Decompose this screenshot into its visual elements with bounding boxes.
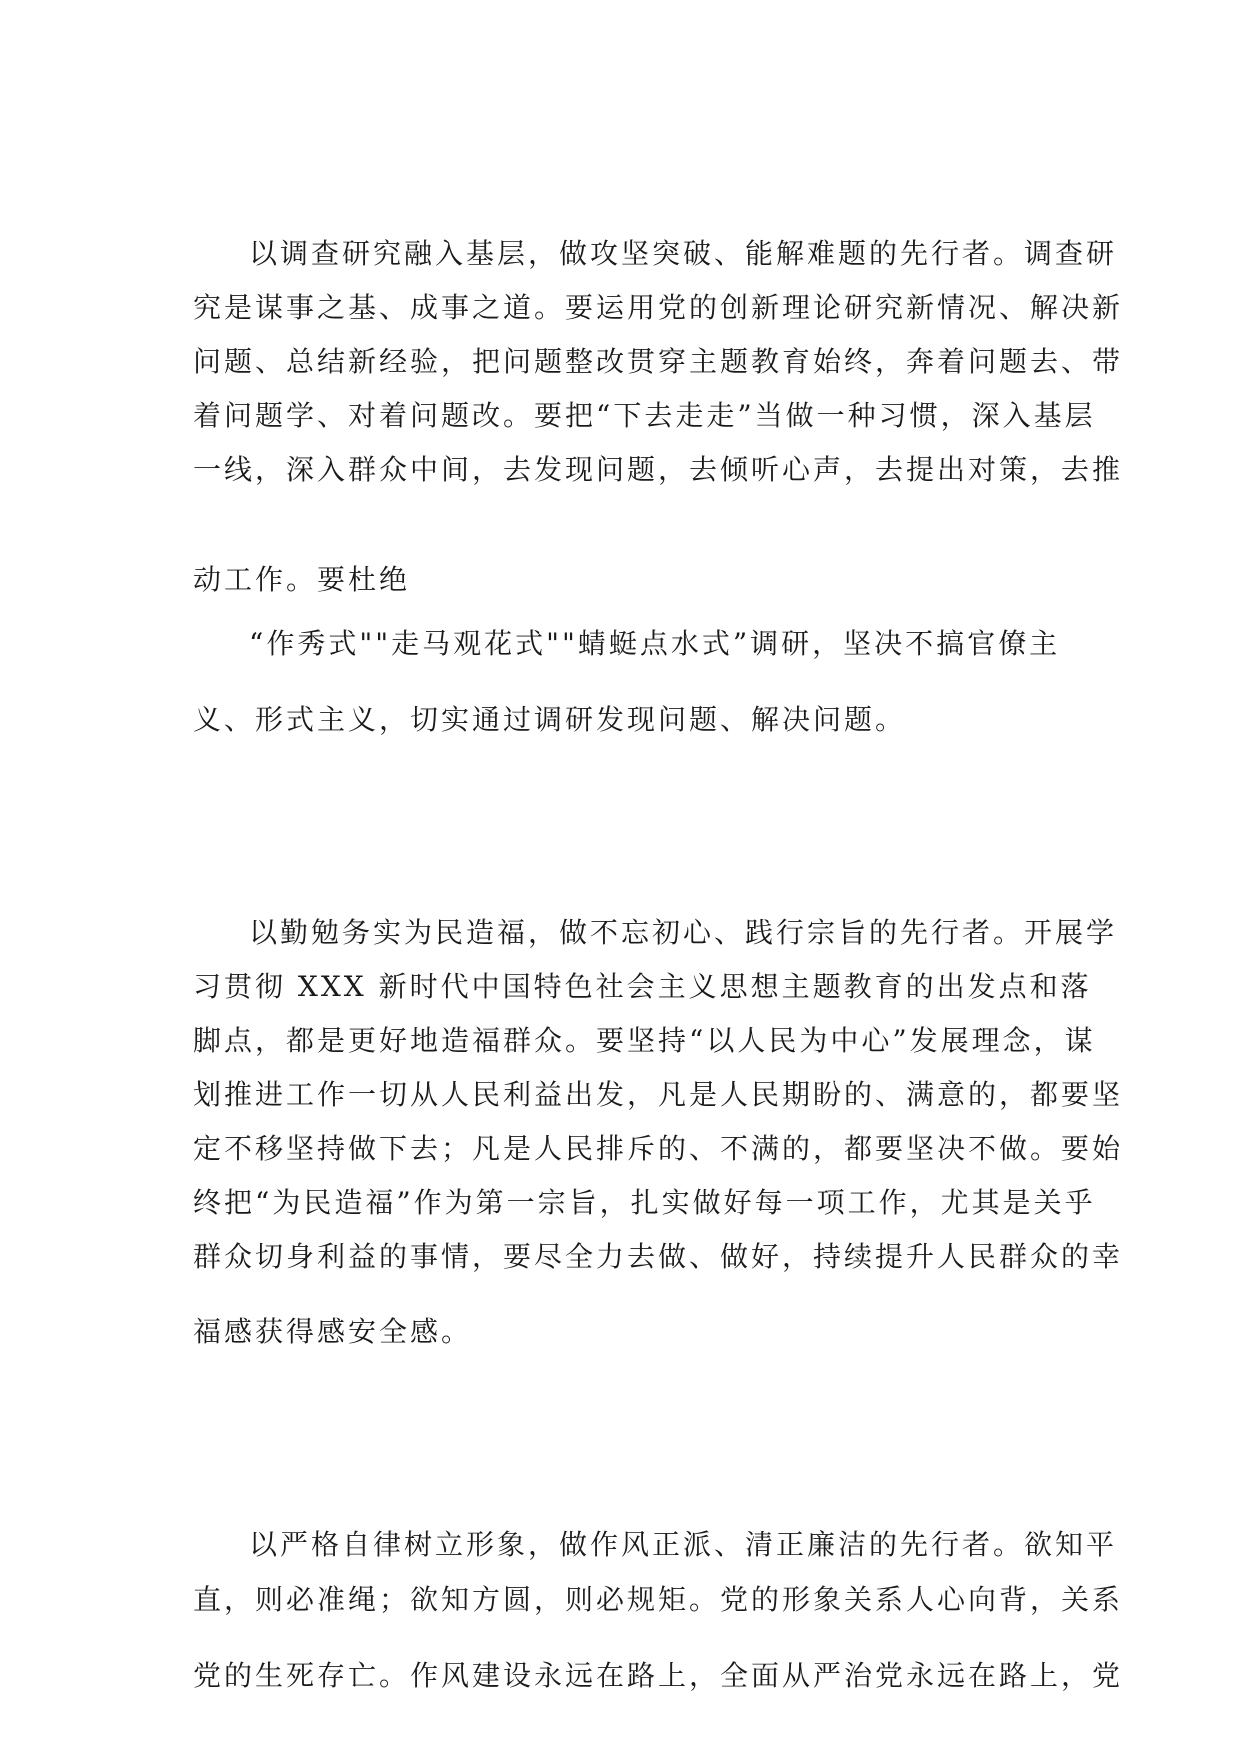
paragraph-3-line-1: 以严格自律树立形象，做作风正派、清正廉洁的先行者。欲知平 — [249, 1528, 1118, 1561]
paragraph-1-line-4: 着问题学、对着问题改。要把“下去走走”当做一种习惯，深入基层 — [193, 399, 1096, 432]
paragraph-1-line-1: 以调查研究融入基层，做攻坚突破、能解难题的先行者。调查研 — [249, 237, 1118, 270]
paragraph-1-line-5: 一线，深入群众中间，去发现问题，去倾听心声，去提出对策，去推 — [193, 453, 1124, 486]
paragraph-3-line-2: 直，则必准绳；欲知方圆，则必规矩。党的形象关系人心向背，关系 — [193, 1583, 1124, 1616]
paragraph-2-line-2: 习贯彻 XXX 新时代中国特色社会主义思想主题教育的出发点和落 — [193, 970, 1092, 1003]
paragraph-2-line-8: 福感获得感安全感。 — [193, 1315, 473, 1348]
paragraph-1-line-2: 究是谋事之基、成事之道。要运用党的创新理论研究新情况、解决新 — [193, 291, 1124, 324]
paragraph-2-line-6: 终把“为民造福”作为第一宗旨，扎实做好每一项工作，尤其是关乎 — [193, 1186, 1096, 1219]
paragraph-2-line-1: 以勤勉务实为民造福，做不忘初心、践行宗旨的先行者。开展学 — [249, 916, 1118, 949]
paragraph-1-line-8: 义、形式主义，切实通过调研发现问题、解决问题。 — [193, 703, 907, 736]
paragraph-1-line-3: 问题、总结新经验，把问题整改贯穿主题教育始终，奔着问题去、带 — [193, 345, 1124, 378]
paragraph-2-line-3: 脚点，都是更好地造福群众。要坚持“以人民为中心”发展理念，谋 — [193, 1024, 1096, 1057]
paragraph-2-line-4: 划推进工作一切从人民利益出发，凡是人民期盼的、满意的，都要坚 — [193, 1078, 1124, 1111]
paragraph-2-line-7: 群众切身利益的事情，要尽全力去做、做好，持续提升人民群众的幸 — [193, 1240, 1124, 1273]
paragraph-3-line-3: 党的生死存亡。作风建设永远在路上，全面从严治党永远在路上，党 — [193, 1659, 1124, 1692]
paragraph-2-line-5: 定不移坚持做下去；凡是人民排斥的、不满的，都要坚决不做。要始 — [193, 1132, 1124, 1165]
paragraph-1-line-6: 动工作。要杜绝 — [193, 563, 411, 596]
paragraph-1-line-7: “作秀式""走马观花式""蜻蜓点水式”调研，坚决不搞官僚主 — [249, 627, 1061, 660]
